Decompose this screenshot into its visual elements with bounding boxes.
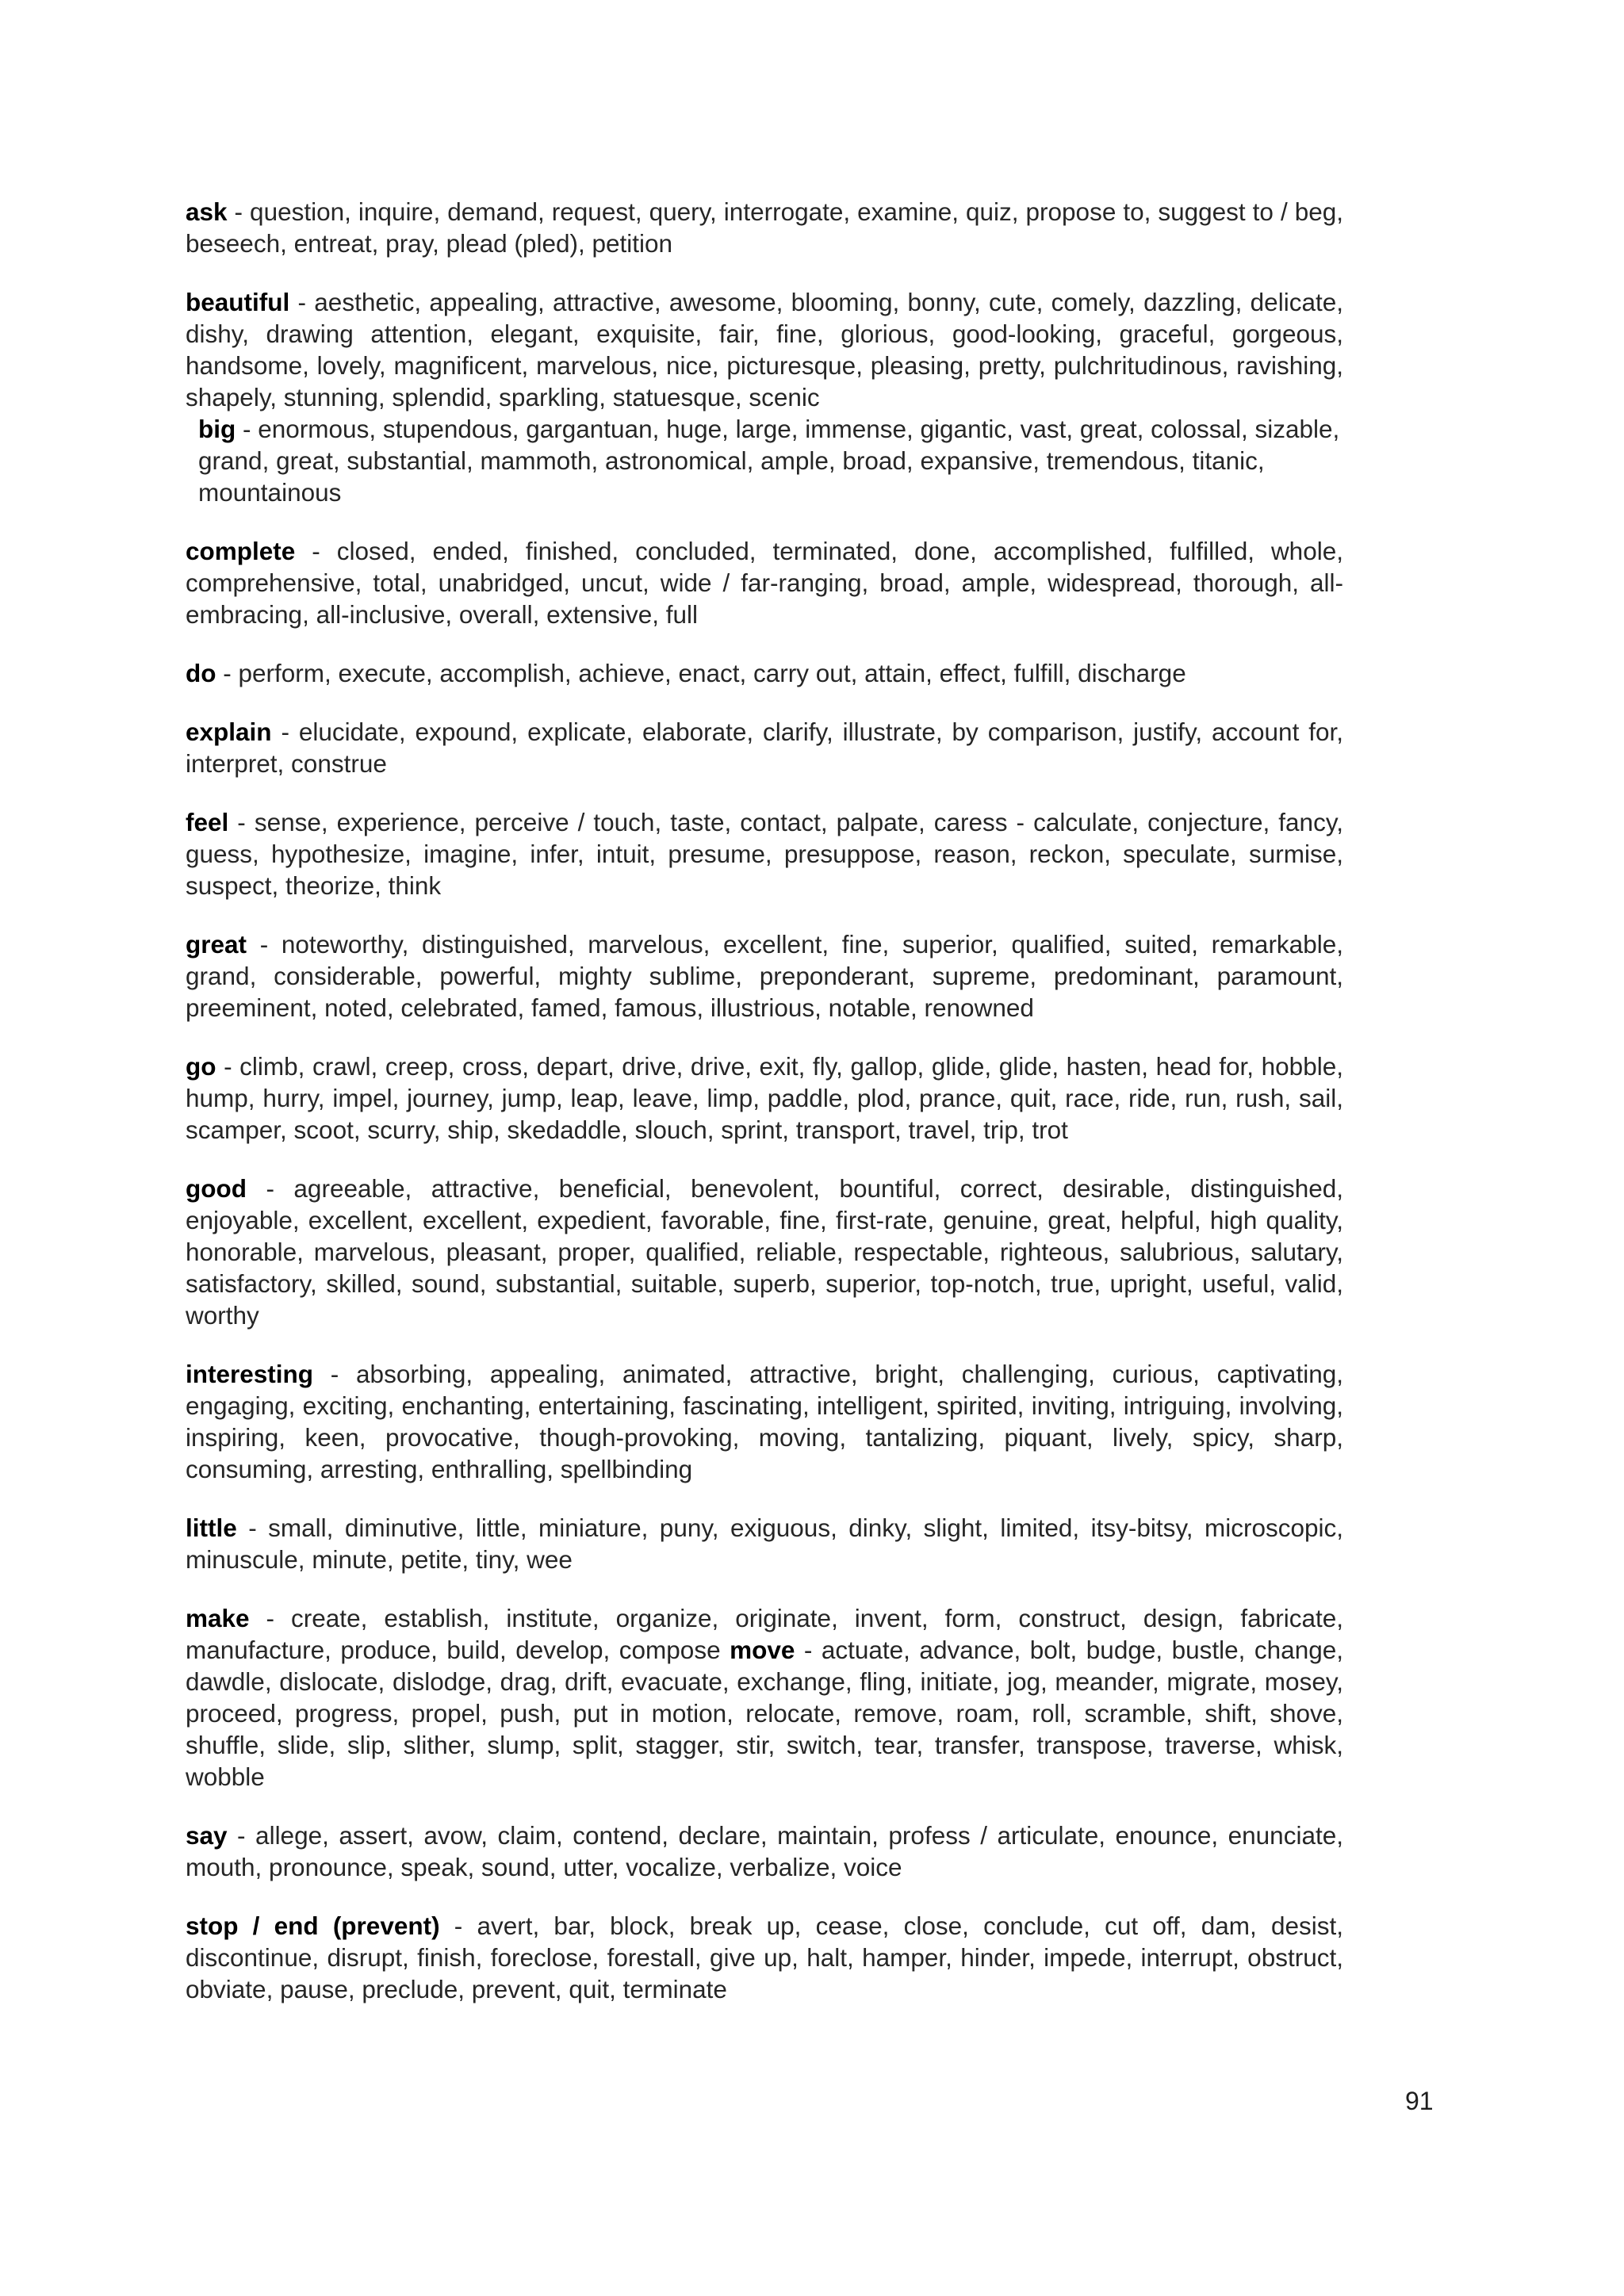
- synonyms: - create, establish, institute, organize, originate, invent, form, construct, design, fabricate, manufacture, produce, build, develop, compose: [186, 1604, 1343, 1664]
- synonyms: - allege, assert, avow, claim, contend, declare, maintain, profess / articulate, enounce, enunciate, mouth, pronounce, speak, sound, utter, vocalize, verbalize, voice: [186, 1821, 1343, 1881]
- entry-go: [186, 1050, 1343, 1146]
- entry-interesting: [186, 1358, 1343, 1485]
- synonyms: - agreeable, attractive, beneficial, benevolent, bountiful, correct, desirable, distinguished, enjoyable, excellent, excellent, expedient, favorable, fine, first-rate, genuine, great, helpful, high quality, honorable, marvelous, pleasant, proper, qualified, reliable, respectable, righteous, salubrious, salutary, satisfactory, skilled, sound, substantial, suitable, superb, superior, top-notch, true, upright, useful, valid, worthy: [186, 1174, 1343, 1330]
- synonyms: - small, diminutive, little, miniature, puny, exiguous, dinky, slight, limited, itsy-bitsy, microscopic, minuscule, minute, petite, tiny, wee: [186, 1513, 1343, 1574]
- entry-great: [186, 928, 1343, 1024]
- entry-complete: [186, 535, 1343, 630]
- entry-ask: [186, 196, 1343, 259]
- headword: beautiful: [186, 288, 290, 316]
- synonyms: - sense, experience, perceive / touch, taste, contact, palpate, caress - calculate, conjecture, fancy, guess, hypothesize, imagine, infer, intuit, presume, presuppose, reason, reckon, speculate, surmise, suspect, theorize, think: [186, 808, 1343, 900]
- headword: big: [198, 415, 236, 443]
- headword: make: [186, 1604, 250, 1632]
- headword: move: [730, 1636, 795, 1664]
- synonyms: - aesthetic, appealing, attractive, awesome, blooming, bonny, cute, comely, dazzling, delicate, dishy, drawing attention, elegant, exquisite, fair, fine, glorious, good-looking, graceful, gorgeous, handsome, lovely, magnificent, marvelous, nice, picturesque, pleasing, pretty, pulchritudinous, ravishing, shapely, stunning, splendid, sparkling, statuesque, scenic: [186, 288, 1343, 411]
- synonyms: - elucidate, expound, explicate, elaborate, clarify, illustrate, by comparison, justify, account for, interpret, construe: [186, 718, 1343, 778]
- synonyms: - climb, crawl, creep, cross, depart, drive, drive, exit, fly, gallop, glide, glide, hasten, head for, hobble, hump, hurry, impel, journey, jump, leap, leave, limp, paddle, plod, prance, quit, race, ride, run, rush, sail, scamper, scoot, scurry, ship, skedaddle, slouch, sprint, transport, travel, trip, trot: [186, 1052, 1343, 1144]
- headword: complete: [186, 537, 296, 565]
- entry-explain: [186, 716, 1343, 779]
- synonyms: - noteworthy, distinguished, marvelous, excellent, fine, superior, qualified, suited, remarkable, grand, considerable, powerful, mighty sublime, preponderant, supreme, predominant, paramount, preeminent, noted, celebrated, famed, famous, illustrious, notable, renowned: [186, 930, 1343, 1022]
- headword: go: [186, 1052, 216, 1081]
- entry-beautiful: [186, 286, 1343, 413]
- synonyms: - absorbing, appealing, animated, attractive, bright, challenging, curious, captivating, engaging, exciting, enchanting, entertaining, fascinating, intelligent, spirited, inviting, intriguing, involving, inspiring, keen, provocative, though-provoking, moving, tantalizing, piquant, lively, spicy, sharp, consuming, arresting, enthralling, spellbinding: [186, 1360, 1343, 1483]
- entry-say: [186, 1820, 1343, 1883]
- synonym-list: [186, 196, 1343, 2032]
- headword: stop / end (prevent): [186, 1911, 440, 1940]
- headword: little: [186, 1513, 237, 1542]
- entry-little: [186, 1512, 1343, 1575]
- synonyms: - question, inquire, demand, request, query, interrogate, examine, quiz, propose to, suggest to / beg, beseech, entreat, pray, plead (pled), petition: [186, 197, 1343, 258]
- entry-stop-end: [186, 1910, 1343, 2005]
- headword: great: [186, 930, 247, 959]
- synonyms: - closed, ended, finished, concluded, terminated, done, accomplished, fulfilled, whole, comprehensive, total, unabridged, uncut, wide / far-ranging, broad, ample, widespread, thorough, all-embracing, all-inclusive, overall, extensive, full: [186, 537, 1343, 629]
- headword: ask: [186, 197, 228, 226]
- entry-good: [186, 1173, 1343, 1331]
- entry-do: [186, 657, 1343, 689]
- entry-big: [186, 413, 1388, 508]
- headword: say: [186, 1821, 228, 1850]
- synonyms: - actuate, advance, bolt, budge, bustle, change, dawdle, dislocate, dislodge, drag, drift, evacuate, exchange, fling, initiate, jog, meander, migrate, mosey, proceed, progress, propel, push, put in motion, relocate, remove, roam, roll, scramble, shift, shove, shuffle, slide, slip, slither, slump, split, stagger, stir, switch, tear, transfer, transpose, traverse, whisk, wobble: [186, 1636, 1344, 1791]
- entry-make-move: [186, 1602, 1343, 1793]
- page-number: 91: [1405, 2087, 1434, 2115]
- headword: do: [186, 659, 216, 687]
- headword: interesting: [186, 1360, 314, 1388]
- headword: good: [186, 1174, 247, 1203]
- entry-feel: [186, 806, 1343, 901]
- headword: feel: [186, 808, 229, 836]
- headword: explain: [186, 718, 272, 746]
- synonyms: - avert, bar, block, break up, cease, close, conclude, cut off, dam, desist, discontinue, disrupt, finish, foreclose, forestall, give up, halt, hamper, hinder, impede, interrupt, obstruct, obviate, pause, preclude, prevent, quit, terminate: [186, 1911, 1343, 2003]
- synonyms: - enormous, stupendous, gargantuan, huge, large, immense, gigantic, vast, great, colossal, sizable, grand, great, substantial, mammoth, astronomical, ample, broad, expansive, tremendous, titanic, mountainous: [198, 415, 1340, 507]
- synonyms: - perform, execute, accomplish, achieve, enact, carry out, attain, effect, fulfill, discharge: [216, 659, 1186, 687]
